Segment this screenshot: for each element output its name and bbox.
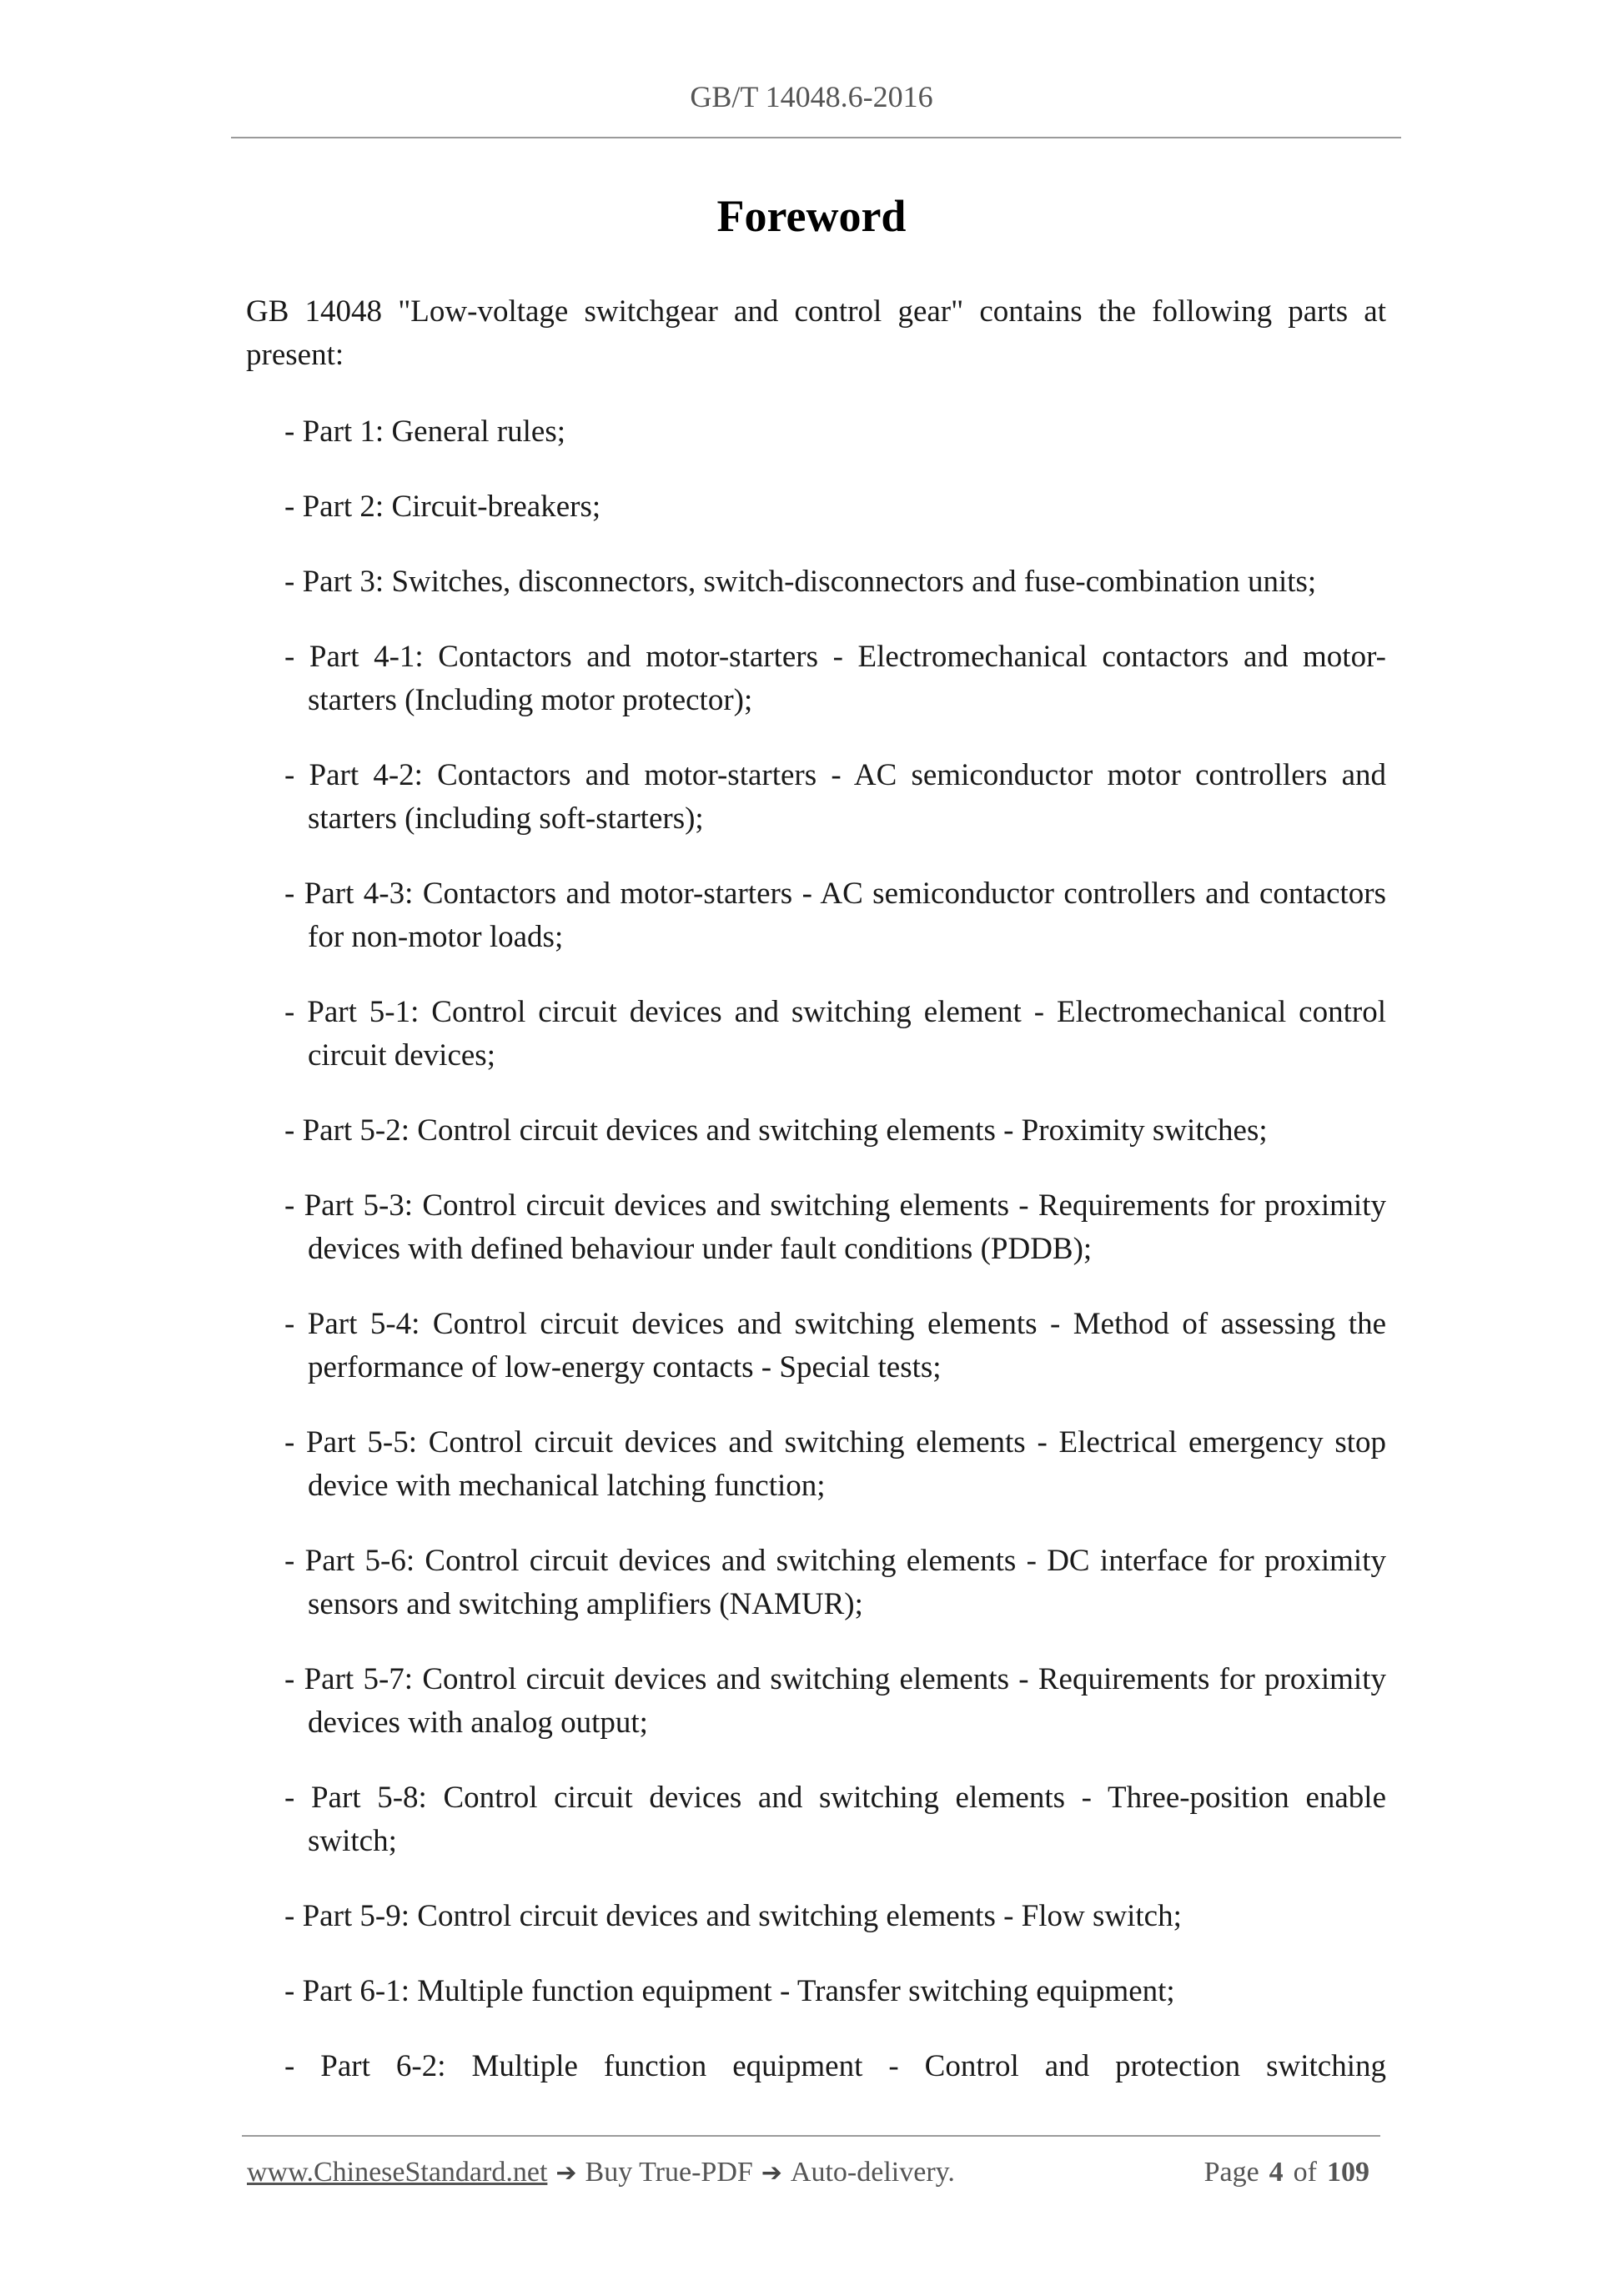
list-item: - Part 5-3: Control circuit devices and switching elements - Requirements for proximity devices with defined behaviour under fault conditions (PDDB);	[284, 1188, 1386, 1266]
list-item: - Part 5-6: Control circuit devices and switching elements - DC interface for proximity sensors and switching amplifiers (NAMUR);	[284, 1544, 1386, 1621]
main-content	[246, 290, 1386, 2120]
arrow-right-icon: ➔	[555, 2158, 577, 2188]
list-item: - Part 1: General rules;	[284, 414, 565, 449]
list-item: - Part 4-2: Contactors and motor-starters - AC semiconductor motor controllers and starters (including soft-starters);	[284, 758, 1386, 836]
intro-paragraph: GB 14048 "Low-voltage switchgear and control gear" contains the following parts at present:	[246, 294, 1386, 372]
list-item: - Part 5-2: Control circuit devices and switching elements - Proximity switches;	[284, 1113, 1268, 1148]
running-header: GB/T 14048.6-2016	[690, 80, 933, 113]
page-label: Page	[1203, 2157, 1259, 2188]
footer-promo	[247, 2157, 955, 2188]
delivery-text: Auto-delivery.	[790, 2157, 955, 2188]
list-item: - Part 2: Circuit-breakers;	[284, 490, 601, 524]
list-item: - Part 4-3: Contactors and motor-starters - AC semiconductor controllers and contactors for non-motor loads;	[284, 877, 1386, 954]
page-footer	[247, 2157, 1379, 2188]
arrow-right-icon: ➔	[761, 2158, 782, 2188]
page-title: Foreword	[716, 191, 907, 241]
list-item: - Part 5-7: Control circuit devices and switching elements - Requirements for proximity devices with analog output;	[284, 1662, 1386, 1740]
parts-list	[246, 410, 1386, 2088]
total-pages: 109	[1327, 2157, 1369, 2188]
list-item: - Part 3: Switches, disconnectors, switch-disconnectors and fuse-combination units;	[284, 565, 1317, 599]
list-item: - Part 5-9: Control circuit devices and switching elements - Flow switch;	[284, 1899, 1182, 1933]
site-link[interactable]: www.ChineseStandard.net	[247, 2157, 548, 2188]
list-item: - Part 6-2: Multiple function equipment - Control and protection switching	[284, 2049, 1386, 2083]
list-item: - Part 4-1: Contactors and motor-starters - Electromechanical contactors and motor-starters (Including motor protector);	[284, 640, 1386, 717]
page-indicator	[1204, 2157, 1379, 2188]
list-item: - Part 6-1: Multiple function equipment - Transfer switching equipment;	[284, 1974, 1175, 2008]
list-item: - Part 5-8: Control circuit devices and switching elements - Three-position enable switch;	[284, 1781, 1386, 1858]
list-item: - Part 5-4: Control circuit devices and switching elements - Method of assessing the performance of low-energy contacts - Special tests;	[284, 1307, 1386, 1384]
list-item: - Part 5-5: Control circuit devices and switching elements - Electrical emergency stop device with mechanical latching function;	[284, 1425, 1386, 1503]
footer-divider	[242, 2135, 1380, 2137]
header-divider	[231, 137, 1401, 138]
of-label: of	[1293, 2157, 1317, 2188]
list-item: - Part 5-1: Control circuit devices and switching element - Electromechanical control circuit devices;	[284, 995, 1386, 1073]
buy-text: Buy True-PDF	[585, 2157, 753, 2188]
current-page-number: 4	[1269, 2157, 1284, 2188]
